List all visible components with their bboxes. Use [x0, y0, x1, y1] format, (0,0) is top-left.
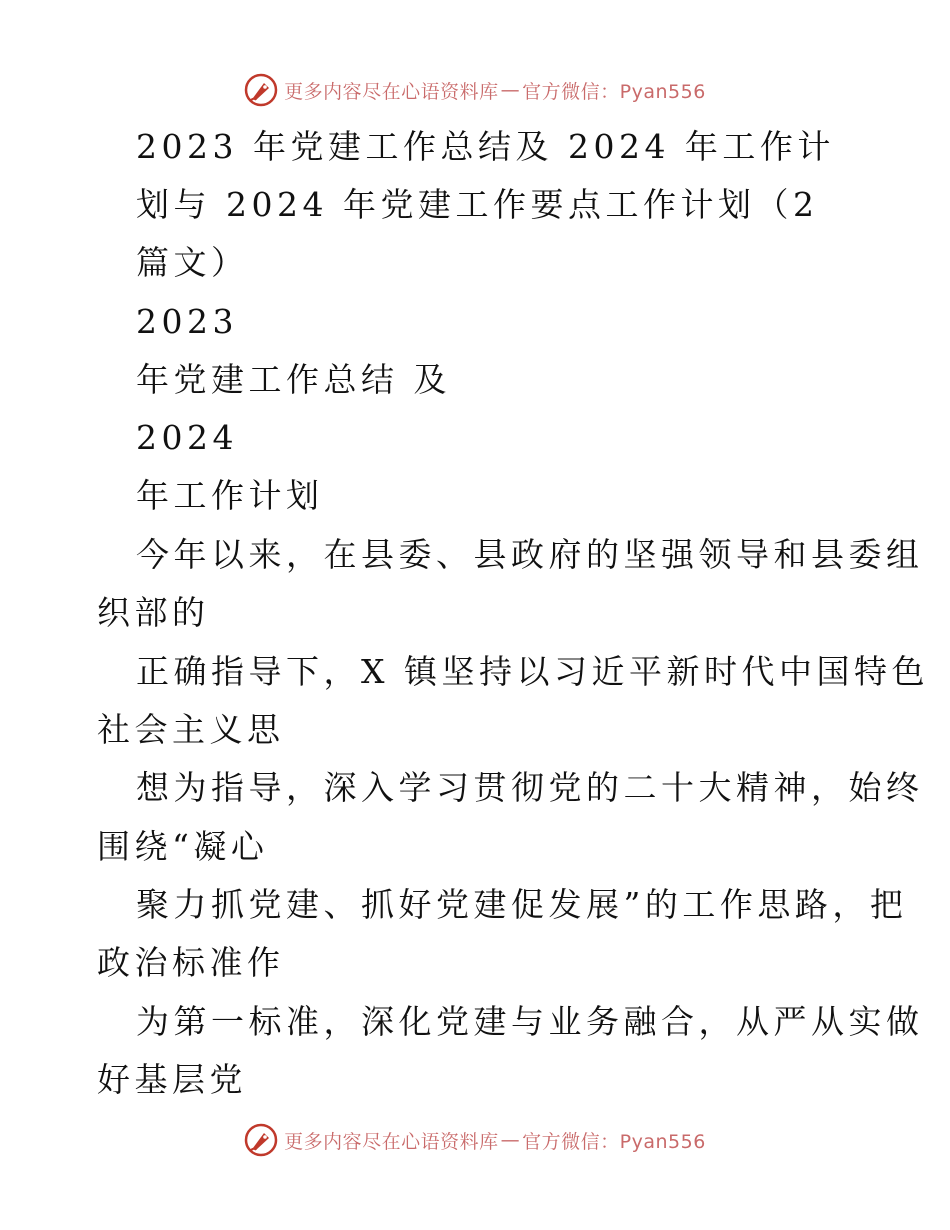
footer-brand-text: 更多内容尽在心语资料库: [284, 1130, 499, 1153]
pen-nib-logo-icon: [244, 1123, 278, 1157]
footer-banner[interactable]: [0, 1120, 950, 1160]
doc-line-15: 政治标准作: [97, 943, 285, 982]
header-banner[interactable]: [0, 70, 950, 110]
doc-line-6: 2024: [136, 418, 238, 457]
doc-line-17: 好基层党: [97, 1060, 247, 1099]
doc-line-1: 2023 年党建工作总结及 2024 年工作计: [136, 127, 835, 166]
footer-contact-text: 官方微信：Pyan556: [522, 1130, 706, 1153]
doc-line-10: 正确指导下，X 镇坚持以习近平新时代中国特色: [136, 652, 929, 691]
doc-line-5: 年党建工作总结 及: [136, 360, 451, 399]
header-brand-text: 更多内容尽在心语资料库: [284, 80, 499, 103]
header-contact-text: 官方微信：Pyan556: [522, 80, 706, 103]
doc-line-2: 划与 2024 年党建工作要点工作计划（2: [136, 185, 819, 224]
doc-line-14: 聚力抓党建、抓好党建促发展”的工作思路，把: [136, 885, 908, 924]
doc-line-4: 2023: [136, 302, 238, 341]
doc-line-7: 年工作计划: [136, 476, 324, 515]
footer-dash: —: [500, 1129, 521, 1151]
header-dash: —: [500, 79, 521, 101]
doc-line-12: 想为指导，深入学习贯彻党的二十大精神，始终: [136, 768, 924, 807]
doc-line-3: 篇文）: [136, 243, 249, 282]
doc-line-16: 为第一标准，深化党建与业务融合，从严从实做: [136, 1002, 924, 1041]
doc-line-11: 社会主义思: [97, 710, 285, 749]
doc-line-13: 围绕“凝心: [97, 827, 269, 866]
doc-line-9: 织部的: [97, 593, 210, 632]
doc-line-8: 今年以来，在县委、县政府的坚强领导和县委组: [136, 535, 924, 574]
pen-nib-logo-icon: [244, 73, 278, 107]
